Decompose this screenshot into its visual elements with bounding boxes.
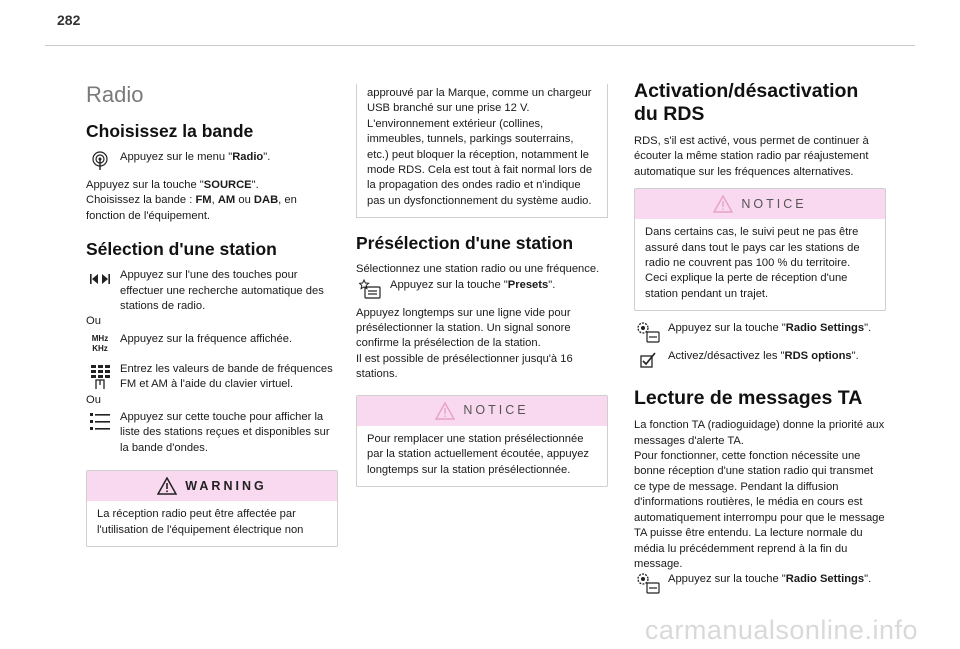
radio-settings-keyword: Radio Settings: [785, 322, 865, 335]
notice-box-2: [634, 188, 886, 311]
checkbox-icon: [634, 349, 662, 371]
notice-text-2: Dans certains cas, le suivi peut ne pas être assuré dans tout le pays car les stations de radio ne couvrent pas 100 % du territoire. Ceci explique la perte de réception d'une station pendant un trajet.: [645, 226, 860, 300]
frequency-step: [86, 332, 338, 356]
or-label: Ou: [86, 315, 101, 328]
radio-menu-text: Appuyez sur le menu ": [120, 151, 233, 163]
seek-text: Appuyez sur l'une des touches pour effectuer une recherche automatique des stations de radio.: [120, 269, 324, 313]
radio-settings-step-2: Appuyez sur la touche "Radio Settings".: [634, 572, 886, 594]
column-2: [356, 84, 608, 497]
notice-label: NOTICE: [463, 402, 529, 417]
radio-settings-icon: [634, 572, 662, 594]
radio-icon: [86, 150, 114, 172]
notice-icon: [713, 195, 733, 213]
watermark: carmanualsonline.info: [644, 615, 918, 645]
warning-icon: [157, 477, 177, 495]
notice-icon: [435, 402, 455, 420]
frequency-text: Appuyez sur la fréquence affichée.: [120, 332, 293, 345]
or-label-2: Ou: [86, 393, 101, 406]
presets-keyword: Presets: [507, 278, 549, 291]
source-paragraph: Appuyez sur la touche "SOURCE". Choisissez la bande : FM, AM ou DAB, en fonction de l'équipement.: [86, 179, 297, 222]
rds-text: RDS, s'il est activé, vous permet de continuer à écouter la même station radio par réajustement automatique sur les fréquences alternatives.: [634, 135, 869, 178]
heading-preset: Présélection d'une station: [356, 233, 574, 254]
radio-menu-text-end: ".: [263, 151, 271, 163]
column-1: [86, 80, 338, 557]
heading-choose-band: Choisissez la bande: [86, 121, 254, 141]
heading-ta: Lecture de messages TA: [634, 387, 863, 410]
list-text: Appuyez sur cette touche pour afficher la liste des stations reçues et disponibles sur la bande d'ondes.: [120, 411, 330, 454]
preset-intro: Sélectionnez une station radio ou une fréquence.: [356, 263, 600, 276]
rds-options-step: Activez/désactivez les "RDS options".: [634, 349, 886, 371]
keypad-step: [86, 362, 338, 393]
rds-options-keyword: RDS options: [784, 350, 852, 363]
warning-label: WARNING: [185, 478, 267, 493]
keypad-text: Entrez les valeurs de bande de fréquences FM et AM à l'aide du clavier virtuel.: [120, 362, 333, 391]
notice-label-2: NOTICE: [741, 196, 807, 211]
warning-continued-box: [356, 84, 608, 218]
seek-icon: [86, 268, 114, 290]
ta-paragraph-2: Pour fonctionner, cette fonction nécessite une bonne réception d'une station radio qui transmet ce type de message. Pendant la diffusion d'informations routières, le média en cours est automatiquement interrompu pour que le message TA puisse être entendu. La lecture normale du média lu précédemment reprend à la fin du message.: [634, 450, 885, 570]
notice-header: [357, 396, 607, 426]
radio-menu-step: [86, 150, 338, 172]
warning-continued-text: approuvé par la Marque, comme un chargeur USB branché sur une prise 12 V. L'environnement extérieur (collines, immeubles, tunnels, parkings souterrains, etc.) peut bloquer la réception, notamment le mode RDS. Cela est tout à fait normal lors de la propagation des ondes radio et n'indique pas un dysfonctionnement du système audio.: [367, 87, 593, 207]
mhz-khz-icon: MHz KHz: [91, 333, 109, 353]
page-number: 282: [57, 12, 81, 28]
header-divider: [45, 45, 915, 46]
keypad-icon: [86, 362, 114, 392]
radio-settings-icon: [634, 321, 662, 343]
warning-box: [86, 470, 338, 547]
notice-header-2: [635, 189, 885, 219]
radio-settings-step: Appuyez sur la touche "Radio Settings".: [634, 321, 886, 343]
list-step: [86, 410, 338, 456]
ta-paragraph-1: La fonction TA (radioguidage) donne la priorité aux messages d'alerte TA.: [634, 419, 885, 447]
preset-body: Appuyez longtemps sur une ligne vide pour présélectionner la station. Un signal sonore confirme la présélection de la station.: [356, 306, 571, 350]
radio-settings-keyword-2: Radio Settings: [785, 573, 865, 586]
heading-select-station: Sélection d'une station: [86, 239, 277, 260]
column-3: [634, 80, 886, 600]
preset-body-2: Il est possible de présélectionner jusqu'à 16 stations.: [356, 352, 573, 381]
radio-menu-keyword: Radio: [232, 151, 264, 163]
seek-step: [86, 268, 338, 314]
warning-text: La réception radio peut être affectée par l'utilisation de l'équipement électrique non: [97, 508, 304, 536]
section-title-radio: Radio: [86, 82, 144, 107]
notice-box: [356, 395, 608, 487]
list-icon: [86, 410, 114, 432]
presets-step: Appuyez sur la touche "Presets".: [356, 278, 608, 300]
notice-text: Pour remplacer une station présélectionnée par la station actuellement écoutée, appuyez longtemps sur la station présélectionnée.: [367, 432, 590, 476]
warning-header: [87, 471, 337, 501]
presets-icon: [356, 278, 384, 300]
heading-rds: Activation/désactivation du RDS: [634, 80, 859, 125]
